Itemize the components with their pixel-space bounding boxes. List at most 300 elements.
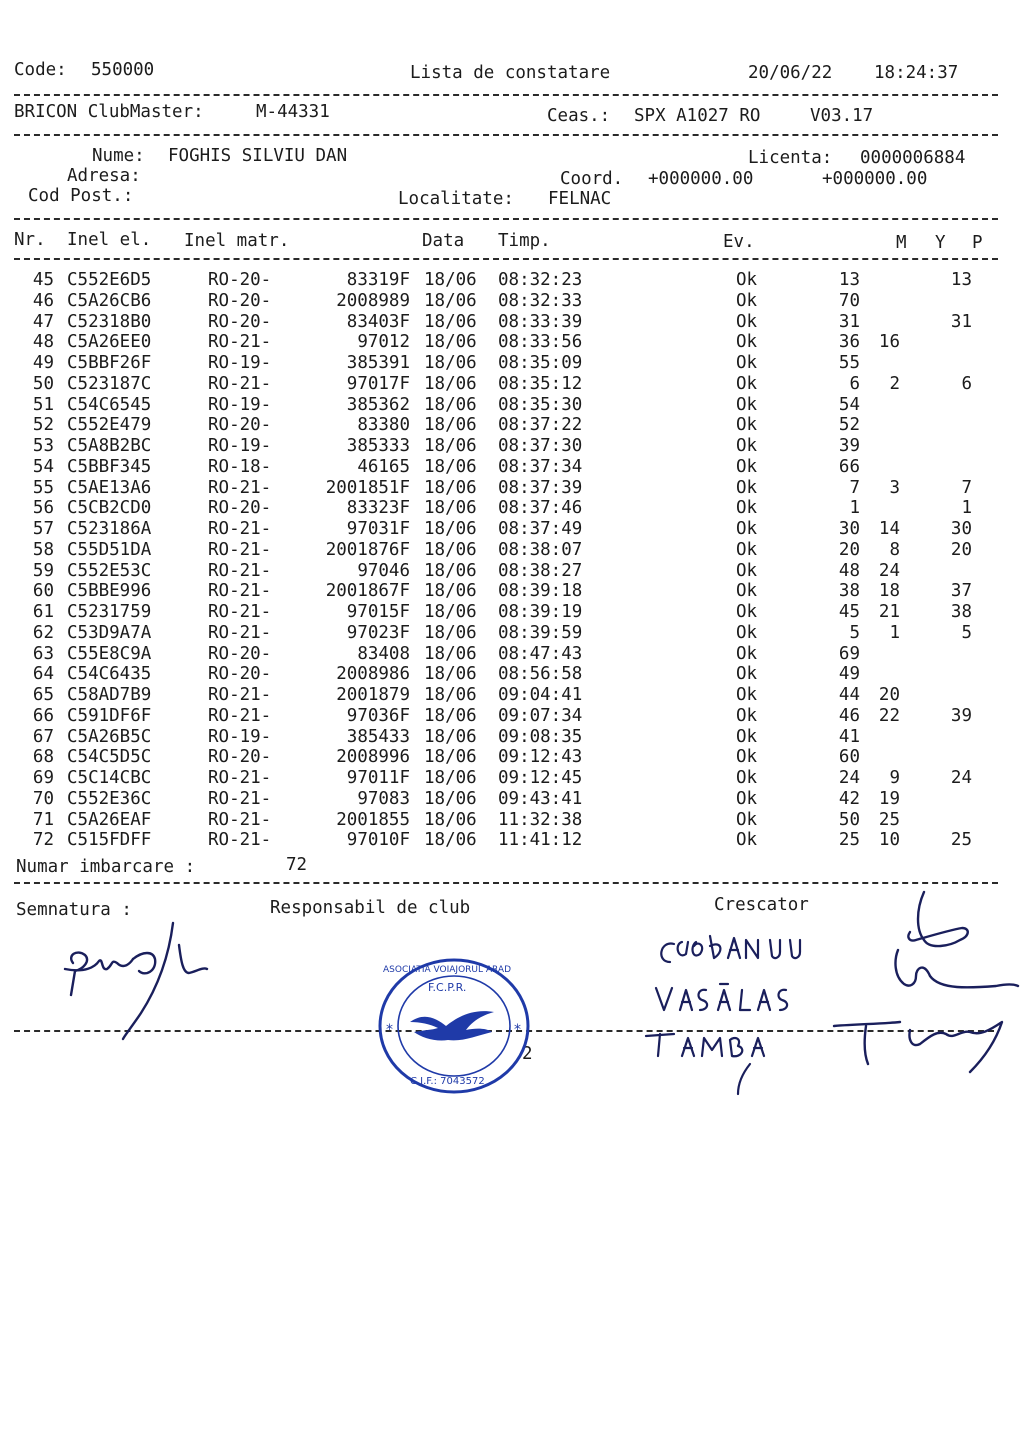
cell-nr: 60 <box>32 581 54 602</box>
licenta-label: Licenta: <box>748 148 833 168</box>
cell-pre: RO-21- <box>208 685 272 705</box>
cell-date: 18/06 <box>424 602 477 622</box>
numar-imbarcare-label: Numar imbarcare : <box>16 857 196 877</box>
cell-a: 30 <box>838 519 860 539</box>
stamp-text-top: ASOCIATIA VOIAJORUL ARAD <box>383 965 511 975</box>
cell-inel: C591DF6F <box>67 705 152 726</box>
col-header-y: Y <box>935 233 946 253</box>
owner-name: FOGHIS SILVIU DAN <box>168 146 348 166</box>
cell-a: 41 <box>838 726 860 747</box>
cell-date: 18/06 <box>424 809 477 830</box>
table-row <box>0 291 1024 312</box>
cell-num: 97017F <box>346 373 410 394</box>
cell-inel: C5231759 <box>67 602 152 622</box>
table-row <box>0 685 1024 706</box>
cell-time: 08:56:58 <box>498 664 583 685</box>
cell-pre: RO-21- <box>208 373 272 394</box>
table-row <box>0 540 1024 561</box>
cell-nr: 55 <box>32 477 54 498</box>
cell-nr: 69 <box>32 768 54 788</box>
cell-ev: Ok <box>736 332 758 353</box>
divider <box>14 134 998 136</box>
cell-inel: C552E53C <box>67 560 152 581</box>
cell-inel: C552E6D5 <box>67 270 152 290</box>
cell-ev: Ok <box>736 664 758 685</box>
clubmaster-label: BRICON ClubMaster: <box>14 102 204 122</box>
col-header-p: P <box>972 233 983 253</box>
cell-num: 2001867F <box>325 581 410 602</box>
cell-pre: RO-21- <box>208 539 272 560</box>
cell-pre: RO-19- <box>208 436 272 456</box>
cell-ev: Ok <box>736 394 758 415</box>
cell-num: 83403F <box>346 311 410 332</box>
cell-ev: Ok <box>736 415 758 436</box>
cell-time: 08:37:34 <box>498 456 583 477</box>
cell-time: 11:41:12 <box>498 830 583 851</box>
table-row <box>0 353 1024 374</box>
cell-date: 18/06 <box>424 768 477 788</box>
cell-num: 83323F <box>346 498 410 519</box>
cell-date: 18/06 <box>424 270 477 290</box>
cell-ev: Ok <box>736 726 758 747</box>
cell-ev: Ok <box>736 705 758 726</box>
cell-date: 18/06 <box>424 415 477 436</box>
cell-nr: 46 <box>32 290 54 311</box>
cell-a: 39 <box>838 436 860 456</box>
cell-time: 08:39:59 <box>498 622 583 643</box>
table-row <box>0 602 1024 623</box>
coord-x: +000000.00 <box>648 169 754 189</box>
cell-c: 30 <box>950 519 972 539</box>
coord-label: Coord. <box>560 169 624 189</box>
cell-b: 3 <box>889 477 900 498</box>
cell-date: 18/06 <box>424 788 477 809</box>
cell-c: 24 <box>950 768 972 788</box>
table-row <box>0 436 1024 457</box>
cell-date: 18/06 <box>424 726 477 747</box>
cell-a: 49 <box>838 664 860 685</box>
cell-pre: RO-21- <box>208 477 272 498</box>
table-row <box>0 664 1024 685</box>
cell-num: 97015F <box>346 602 410 622</box>
cell-time: 08:35:30 <box>498 394 583 415</box>
cell-pre: RO-21- <box>208 602 272 622</box>
cell-date: 18/06 <box>424 622 477 643</box>
cell-inel: C5CB2CD0 <box>67 498 152 519</box>
cell-date: 18/06 <box>424 290 477 311</box>
code-value: 550000 <box>91 60 155 80</box>
cell-num: 97036F <box>346 705 410 726</box>
print-date: 20/06/22 <box>748 63 833 83</box>
cell-inel: C54C5D5C <box>67 747 152 768</box>
cell-b: 19 <box>878 788 900 809</box>
cell-pre: RO-19- <box>208 394 272 415</box>
cell-ev: Ok <box>736 477 758 498</box>
cell-num: 97046 <box>357 560 410 581</box>
table-row <box>0 498 1024 519</box>
cell-date: 18/06 <box>424 477 477 498</box>
cell-ev: Ok <box>736 436 758 456</box>
cell-ev: Ok <box>736 768 758 788</box>
col-header-m: M <box>896 233 907 253</box>
cell-pre: RO-21- <box>208 332 272 353</box>
cell-pre: RO-20- <box>208 290 272 311</box>
cell-pre: RO-20- <box>208 664 272 685</box>
cell-nr: 58 <box>32 539 54 560</box>
cell-time: 09:07:34 <box>498 705 583 726</box>
cell-nr: 59 <box>32 560 54 581</box>
ceas-value: SPX A1027 RO <box>634 106 761 126</box>
cell-b: 14 <box>878 519 900 539</box>
cell-num: 2008989 <box>336 290 410 311</box>
cell-b: 22 <box>878 705 900 726</box>
table-row <box>0 478 1024 499</box>
cell-b: 9 <box>889 768 900 788</box>
firmware-version: V03.17 <box>810 106 874 126</box>
crescator-label: Crescator <box>714 895 809 915</box>
cell-a: 50 <box>838 809 860 830</box>
cell-pre: RO-21- <box>208 560 272 581</box>
table-row <box>0 395 1024 416</box>
cell-date: 18/06 <box>424 436 477 456</box>
cell-date: 18/06 <box>424 353 477 373</box>
svg-text:*: * <box>514 1022 521 1038</box>
cell-time: 09:12:43 <box>498 747 583 768</box>
cell-ev: Ok <box>736 581 758 602</box>
cell-nr: 56 <box>32 498 54 519</box>
cell-pre: RO-20- <box>208 415 272 436</box>
responsabil-label: Responsabil de club <box>270 898 471 918</box>
cell-nr: 62 <box>32 622 54 643</box>
table-row <box>0 270 1024 291</box>
cell-inel: C5BBF345 <box>67 456 152 477</box>
cell-ev: Ok <box>736 747 758 768</box>
cell-date: 18/06 <box>424 747 477 768</box>
cell-c: 31 <box>950 311 972 332</box>
cell-ev: Ok <box>736 788 758 809</box>
cell-nr: 57 <box>32 519 54 539</box>
name-label: Nume: <box>92 146 145 166</box>
cell-inel: C5A26EAF <box>67 809 152 830</box>
cell-b: 21 <box>878 602 900 622</box>
cell-a: 20 <box>838 539 860 560</box>
cell-nr: 72 <box>32 830 54 851</box>
cell-num: 2001855 <box>336 809 410 830</box>
cell-time: 08:39:19 <box>498 602 583 622</box>
cell-ev: Ok <box>736 353 758 373</box>
cell-date: 18/06 <box>424 685 477 705</box>
table-row <box>0 561 1024 582</box>
cell-ev: Ok <box>736 373 758 394</box>
cell-num: 83319F <box>346 270 410 290</box>
cell-nr: 66 <box>32 705 54 726</box>
cell-ev: Ok <box>736 539 758 560</box>
cell-num: 97023F <box>346 622 410 643</box>
cell-date: 18/06 <box>424 560 477 581</box>
table-row <box>0 644 1024 665</box>
cell-a: 54 <box>838 394 860 415</box>
cell-a: 36 <box>838 332 860 353</box>
stamp-text-bottom: C.I.F.: 7043572 <box>410 1076 485 1087</box>
cell-time: 08:37:49 <box>498 519 583 539</box>
divider <box>14 218 998 220</box>
table-row <box>0 415 1024 436</box>
cell-a: 38 <box>838 581 860 602</box>
table-row <box>0 706 1024 727</box>
cell-date: 18/06 <box>424 332 477 353</box>
cell-a: 66 <box>838 456 860 477</box>
cell-pre: RO-21- <box>208 809 272 830</box>
cell-c: 25 <box>950 830 972 851</box>
cell-num: 2001851F <box>325 477 410 498</box>
cell-nr: 45 <box>32 270 54 290</box>
cell-inel: C5A26B5C <box>67 726 152 747</box>
code-label: Code: <box>14 60 67 80</box>
cell-a: 31 <box>838 311 860 332</box>
cell-a: 45 <box>838 602 860 622</box>
cell-inel: C54C6545 <box>67 394 152 415</box>
cell-time: 08:47:43 <box>498 643 583 664</box>
breeder-signature <box>820 880 1020 1080</box>
cell-a: 13 <box>838 270 860 290</box>
cell-nr: 63 <box>32 643 54 664</box>
cell-pre: RO-21- <box>208 581 272 602</box>
cell-inel: C54C6435 <box>67 664 152 685</box>
table-row <box>0 727 1024 748</box>
cell-time: 08:38:27 <box>498 560 583 581</box>
cell-nr: 53 <box>32 436 54 456</box>
cell-inel: C53D9A7A <box>67 622 152 643</box>
coord-y: +000000.00 <box>822 169 928 189</box>
cell-ev: Ok <box>736 456 758 477</box>
print-time: 18:24:37 <box>874 63 959 83</box>
cell-date: 18/06 <box>424 394 477 415</box>
cell-ev: Ok <box>736 560 758 581</box>
cell-c: 1 <box>961 498 972 519</box>
cell-inel: C58AD7B9 <box>67 685 152 705</box>
cell-a: 69 <box>838 643 860 664</box>
cell-ev: Ok <box>736 809 758 830</box>
cell-ev: Ok <box>736 685 758 705</box>
cell-b: 20 <box>878 685 900 705</box>
results-table <box>0 270 1024 851</box>
col-header-inel-el: Inel el. <box>67 230 152 250</box>
cell-date: 18/06 <box>424 705 477 726</box>
cell-time: 09:08:35 <box>498 726 583 747</box>
cell-c: 6 <box>961 373 972 394</box>
cell-date: 18/06 <box>424 519 477 539</box>
table-row <box>0 830 1024 851</box>
cell-num: 97011F <box>346 768 410 788</box>
cell-nr: 64 <box>32 664 54 685</box>
cell-time: 08:32:33 <box>498 290 583 311</box>
cell-ev: Ok <box>736 498 758 519</box>
cell-inel: C552E36C <box>67 788 152 809</box>
cell-nr: 65 <box>32 685 54 705</box>
cell-date: 18/06 <box>424 830 477 851</box>
table-row <box>0 457 1024 478</box>
cell-pre: RO-20- <box>208 643 272 664</box>
adresa-label: Adresa: <box>67 166 141 186</box>
cell-inel: C5A8B2BC <box>67 436 152 456</box>
table-row <box>0 810 1024 831</box>
cell-b: 16 <box>878 332 900 353</box>
cell-time: 11:32:38 <box>498 809 583 830</box>
cell-b: 10 <box>878 830 900 851</box>
cell-num: 2001876F <box>325 539 410 560</box>
cell-b: 1 <box>889 622 900 643</box>
cell-a: 6 <box>849 373 860 394</box>
cell-inel: C523186A <box>67 519 152 539</box>
cell-c: 38 <box>950 602 972 622</box>
cell-ev: Ok <box>736 311 758 332</box>
cell-c: 20 <box>950 539 972 560</box>
cell-nr: 54 <box>32 456 54 477</box>
cell-inel: C5A26CB6 <box>67 290 152 311</box>
cell-c: 39 <box>950 705 972 726</box>
cell-a: 24 <box>838 768 860 788</box>
owner-signature <box>55 915 225 1045</box>
cell-time: 08:37:46 <box>498 498 583 519</box>
cell-inel: C5BBF26F <box>67 353 152 373</box>
svg-text:*: * <box>386 1022 393 1038</box>
cell-pre: RO-21- <box>208 768 272 788</box>
table-row <box>0 519 1024 540</box>
cell-date: 18/06 <box>424 643 477 664</box>
cell-pre: RO-20- <box>208 270 272 290</box>
cell-c: 13 <box>950 270 972 290</box>
cell-date: 18/06 <box>424 311 477 332</box>
table-row <box>0 768 1024 789</box>
cell-date: 18/06 <box>424 581 477 602</box>
cell-nr: 68 <box>32 747 54 768</box>
cod-post-label: Cod Post.: <box>28 186 134 206</box>
cell-a: 5 <box>849 622 860 643</box>
cell-num: 385391 <box>346 353 410 373</box>
cell-num: 385362 <box>346 394 410 415</box>
cell-c: 5 <box>961 622 972 643</box>
cell-time: 08:38:07 <box>498 539 583 560</box>
cell-pre: RO-21- <box>208 705 272 726</box>
cell-date: 18/06 <box>424 373 477 394</box>
cell-inel: C55E8C9A <box>67 643 152 664</box>
table-row <box>0 312 1024 333</box>
cell-time: 08:37:30 <box>498 436 583 456</box>
cell-b: 8 <box>889 539 900 560</box>
col-header-ev: Ev. <box>723 232 755 252</box>
col-header-inel-matr: Inel matr. <box>184 231 290 251</box>
cell-a: 70 <box>838 290 860 311</box>
ceas-label: Ceas.: <box>547 106 611 126</box>
cell-time: 08:32:23 <box>498 270 583 290</box>
cell-nr: 50 <box>32 373 54 394</box>
cell-a: 52 <box>838 415 860 436</box>
cell-inel: C523187C <box>67 373 152 394</box>
cell-a: 46 <box>838 705 860 726</box>
cell-date: 18/06 <box>424 664 477 685</box>
cell-num: 2001879 <box>336 685 410 705</box>
cell-date: 18/06 <box>424 456 477 477</box>
cell-num: 83408 <box>357 643 410 664</box>
cell-pre: RO-21- <box>208 519 272 539</box>
cell-inel: C52318B0 <box>67 311 152 332</box>
cell-nr: 48 <box>32 332 54 353</box>
cell-inel: C5AE13A6 <box>67 477 152 498</box>
cell-ev: Ok <box>736 290 758 311</box>
localitate-value: FELNAC <box>548 189 612 209</box>
cell-inel: C552E479 <box>67 415 152 436</box>
cell-time: 08:33:39 <box>498 311 583 332</box>
cell-inel: C55D51DA <box>67 539 152 560</box>
localitate-label: Localitate: <box>398 189 514 209</box>
col-header-timp: Timp. <box>498 231 551 251</box>
cell-num: 2008986 <box>336 664 410 685</box>
cell-inel: C5A26EE0 <box>67 332 152 353</box>
col-header-data: Data <box>422 231 465 251</box>
cell-time: 08:37:22 <box>498 415 583 436</box>
cell-c: 37 <box>950 581 972 602</box>
semnatura-label: Semnatura : <box>16 900 132 920</box>
cell-time: 09:04:41 <box>498 685 583 705</box>
cell-inel: C5C14CBC <box>67 768 152 788</box>
cell-num: 83380 <box>357 415 410 436</box>
cell-ev: Ok <box>736 643 758 664</box>
divider <box>14 258 998 260</box>
cell-ev: Ok <box>736 602 758 622</box>
cell-time: 08:35:09 <box>498 353 583 373</box>
cell-nr: 47 <box>32 311 54 332</box>
cell-ev: Ok <box>736 519 758 539</box>
cell-pre: RO-21- <box>208 788 272 809</box>
table-row <box>0 623 1024 644</box>
table-row <box>0 374 1024 395</box>
cell-num: 97031F <box>346 519 410 539</box>
cell-time: 09:12:45 <box>498 768 583 788</box>
cell-a: 42 <box>838 788 860 809</box>
cell-time: 08:35:12 <box>498 373 583 394</box>
cell-pre: RO-20- <box>208 747 272 768</box>
table-row <box>0 332 1024 353</box>
cell-num: 46165 <box>357 456 410 477</box>
cell-a: 25 <box>838 830 860 851</box>
cell-pre: RO-18- <box>208 456 272 477</box>
numar-imbarcare-value: 72 <box>286 855 308 875</box>
cell-nr: 71 <box>32 809 54 830</box>
cell-a: 48 <box>838 560 860 581</box>
cell-ev: Ok <box>736 622 758 643</box>
cell-num: 2008996 <box>336 747 410 768</box>
cell-b: 25 <box>878 809 900 830</box>
cell-num: 97012 <box>357 332 410 353</box>
table-row <box>0 789 1024 810</box>
licenta-value: 0000006884 <box>860 148 966 168</box>
cell-nr: 70 <box>32 788 54 809</box>
cell-ev: Ok <box>736 830 758 851</box>
cell-a: 60 <box>838 747 860 768</box>
cell-time: 08:37:39 <box>498 477 583 498</box>
cell-nr: 52 <box>32 415 54 436</box>
cell-inel: C5BBE996 <box>67 581 152 602</box>
cell-time: 09:43:41 <box>498 788 583 809</box>
cell-b: 18 <box>878 581 900 602</box>
cell-a: 44 <box>838 685 860 705</box>
cell-nr: 51 <box>32 394 54 415</box>
page-number: 2 <box>522 1044 533 1064</box>
table-row <box>0 581 1024 602</box>
col-header-nr: Nr. <box>14 230 46 250</box>
cell-b: 24 <box>878 560 900 581</box>
cell-pre: RO-20- <box>208 498 272 519</box>
